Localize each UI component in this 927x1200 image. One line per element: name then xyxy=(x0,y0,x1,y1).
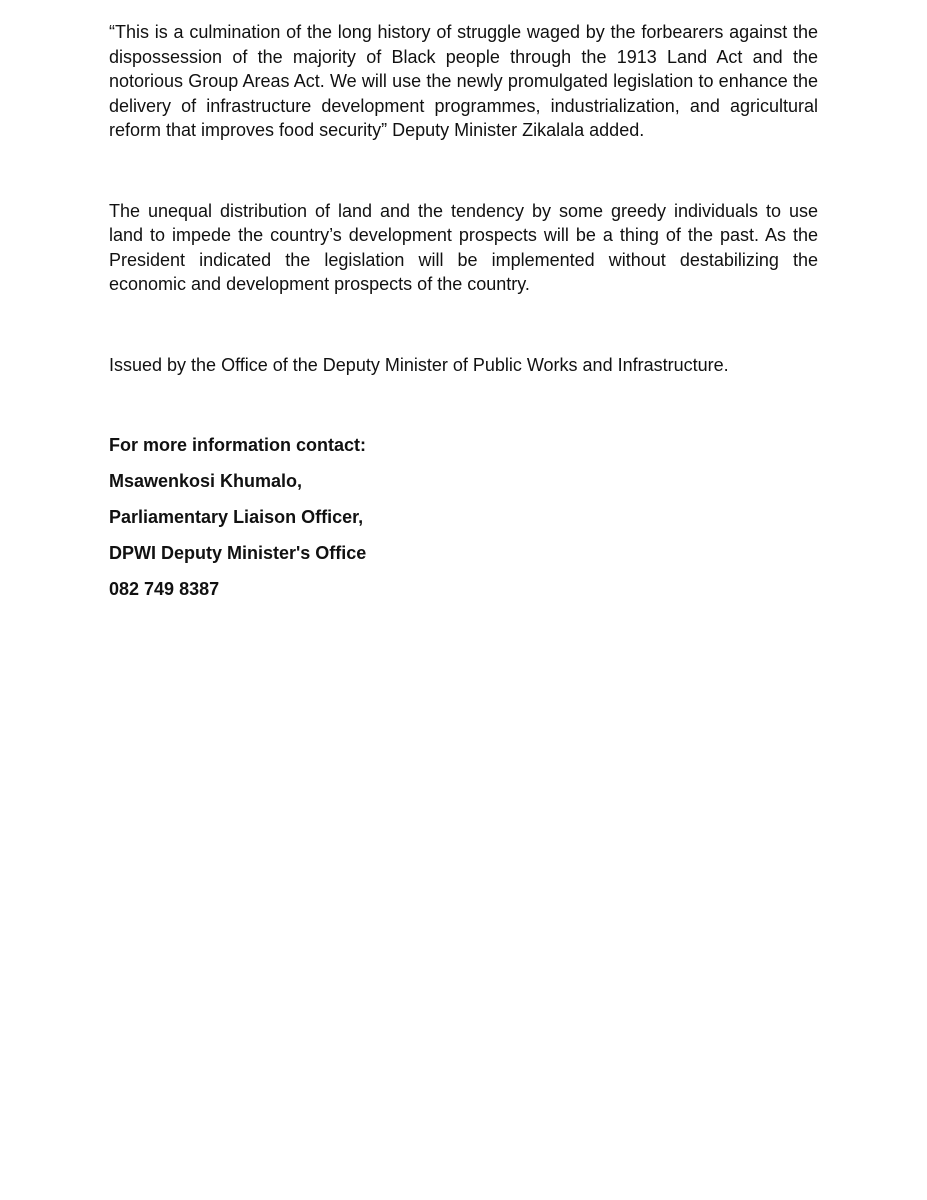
contact-office: DPWI Deputy Minister's Office xyxy=(109,543,367,563)
contact-heading: For more information contact: xyxy=(109,435,367,455)
contact-phone: 082 749 8387 xyxy=(109,579,220,599)
issued-by-statement: Issued by the Office of the Deputy Minister of Public Works and Infrastructure. xyxy=(109,354,729,375)
contact-title: Parliamentary Liaison Officer, xyxy=(109,507,364,527)
land-distribution-paragraph: The unequal distribution of land and the tendency by some greedy individuals to use land to impede the country’s development prospects will be a thing of the past. As the President indicated the legislation will be implemented without destabilizing the economic and development prospects of the country. xyxy=(109,200,818,294)
contact-name: Msawenkosi Khumalo, xyxy=(109,471,303,491)
quote-paragraph: “This is a culmination of the long history of struggle waged by the forbearers against the dispossession of the majority of Black people through the 1913 Land Act and the notorious Group Areas Act. We will use the newly promulgated legislation to enhance the delivery of infrastructure development programmes, industrialization, and agricultural reform that improves food security” Deputy Minister Zikalala added. xyxy=(109,22,818,140)
document-body xyxy=(109,20,818,601)
contact-block xyxy=(109,433,818,601)
